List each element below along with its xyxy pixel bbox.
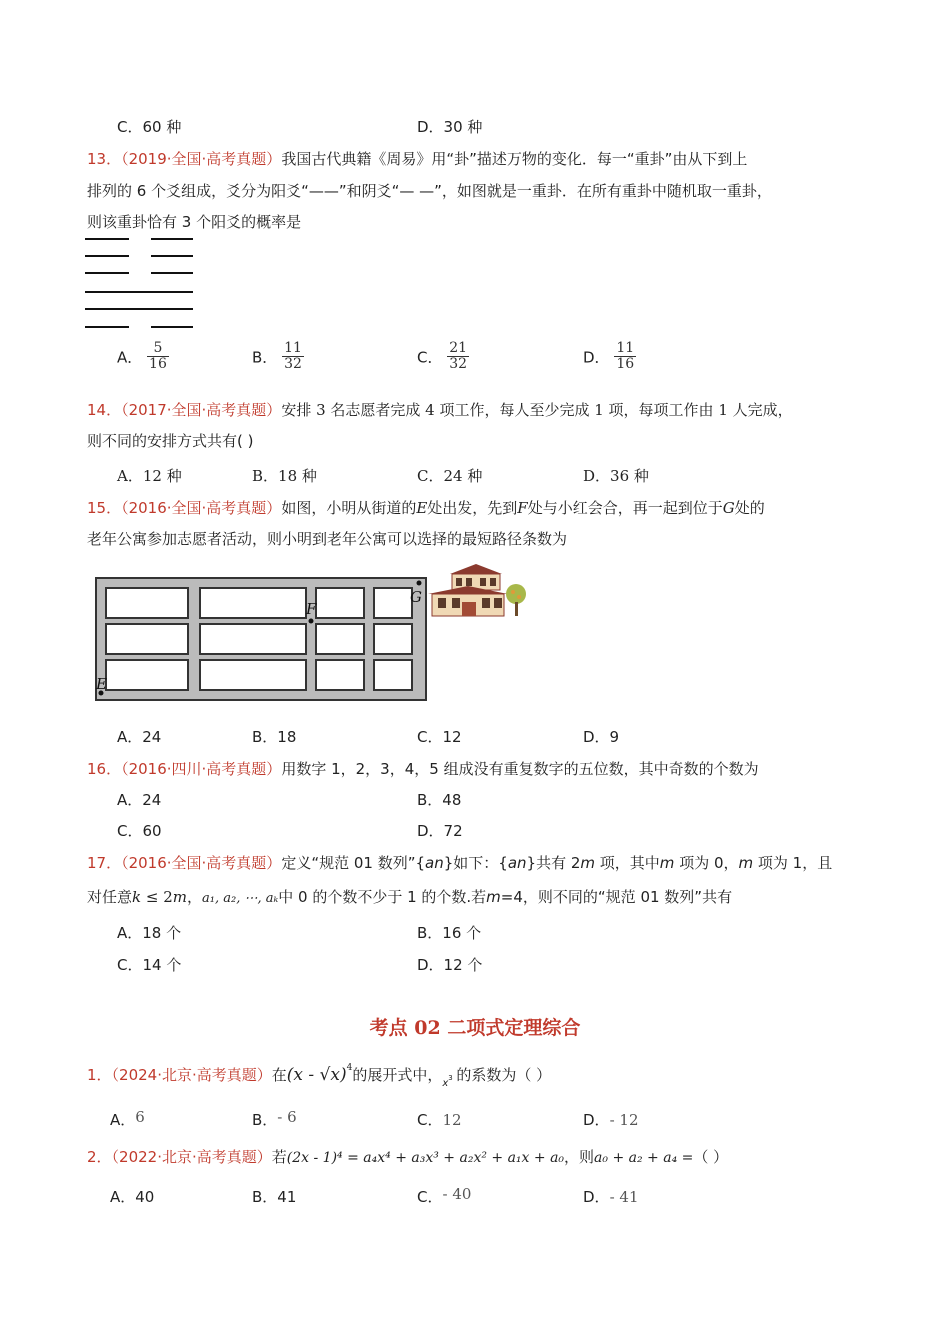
- block: [200, 624, 306, 654]
- q16-option-a[interactable]: A．24: [117, 791, 162, 809]
- q16-option-b[interactable]: B．48: [417, 791, 462, 809]
- label-f: F: [306, 600, 317, 618]
- p2-option-b[interactable]: B．41: [252, 1188, 297, 1206]
- q13-option-c[interactable]: C． $\frac{21}{32}$: [417, 340, 468, 373]
- p1-option-c[interactable]: C．12: [417, 1111, 462, 1129]
- question-16: 16．（2016·四川·高考真题）用数字 1，2，3，4，5 组成没有重复数字的五位数，其中奇数的个数为: [87, 760, 759, 778]
- p2-option-a[interactable]: A．40: [110, 1188, 155, 1206]
- block: [106, 588, 188, 618]
- p1-option-a[interactable]: A．6: [110, 1108, 145, 1129]
- question-15-line2: 老年公寓参加志愿者活动，则小明到老年公寓可以选择的最短路径条数为: [87, 530, 568, 548]
- p2-option-c[interactable]: C．- 40: [417, 1185, 472, 1206]
- block: [316, 660, 364, 690]
- binomial-expression: (x - √x): [286, 1065, 347, 1085]
- problem-1: 1．（2024·北京·高考真题）在(x - √x)$^4$的展开式中，$x^3$ 的系数为（ ）: [87, 1063, 552, 1089]
- q13-option-b[interactable]: B． $\frac{11}{32}$: [252, 340, 302, 373]
- apartment-icon: [428, 564, 526, 616]
- q12-option-c[interactable]: C．60 种: [117, 118, 182, 136]
- hexagram-figure: [85, 232, 197, 332]
- section-title: 考点 02 二项式定理综合: [369, 1017, 581, 1039]
- p2-option-d[interactable]: D．- 41: [583, 1188, 639, 1206]
- q17-option-c[interactable]: C．14 个: [117, 956, 182, 974]
- block: [316, 624, 364, 654]
- q17-option-d[interactable]: D．12 个: [417, 956, 483, 974]
- question-13-line3: 则该重卦恰有 3 个阳爻的概率是: [87, 213, 302, 231]
- p1-option-d[interactable]: D．- 12: [583, 1111, 639, 1129]
- question-13: [87, 148, 747, 169]
- fraction: $\frac{5}{16}$: [149, 340, 167, 373]
- block: [200, 588, 306, 618]
- block: [374, 624, 412, 654]
- q15-option-c[interactable]: C．12: [417, 728, 462, 746]
- question-text: 我国古代典籍《周易》用“卦”描述万物的变化．每一“重卦”由从下到上: [281, 150, 748, 168]
- q17-option-a[interactable]: A．18 个: [117, 924, 182, 942]
- block: [374, 660, 412, 690]
- p1-option-b[interactable]: B．- 6: [252, 1108, 297, 1129]
- fraction: $\frac{11}{16}$: [616, 340, 635, 373]
- question-17: 17．（2016·全国·高考真题）定义“规范 01 数列”{an}如下：{an}共有 2m 项，其中m 项为 0，m 项为 1，且: [87, 854, 833, 872]
- q14-option-c[interactable]: C．24 种: [417, 467, 483, 485]
- q12-option-d[interactable]: D．30 种: [417, 118, 483, 136]
- question-14-line2: 则不同的安排方式共有( ): [87, 432, 254, 450]
- q16-option-c[interactable]: C．60: [117, 822, 162, 840]
- q13-option-d[interactable]: D． $\frac{11}{16}$: [583, 340, 635, 373]
- problem-2: 2．（2022·北京·高考真题）若(2x - 1)⁴ = a₄x⁴ + a₃x³ + a₂x² + a₁x + a₀，则a₀ + a₂ + a₄ =（ ）: [87, 1148, 729, 1166]
- fraction: $\frac{11}{32}$: [284, 340, 302, 373]
- q16-option-d[interactable]: D．72: [417, 822, 463, 840]
- block: [106, 660, 188, 690]
- point-g: [417, 581, 422, 586]
- question-15: 15．（2016·全国·高考真题）如图，小明从街道的E处出发，先到F处与小红会合，再一起到位于G处的: [87, 499, 765, 517]
- q15-option-b[interactable]: B．18: [252, 728, 297, 746]
- q17-option-b[interactable]: B．16 个: [417, 924, 482, 942]
- question-14: 14．（2017·全国·高考真题）安排 3 名志愿者完成 4 项工作，每人至少完成 1 项，每项工作由 1 人完成，: [87, 401, 793, 419]
- block: [200, 660, 306, 690]
- street-map-figure: [94, 560, 534, 706]
- fraction: $\frac{21}{32}$: [449, 340, 468, 373]
- q15-option-a[interactable]: A．24: [117, 728, 162, 746]
- label-g: G: [410, 588, 422, 606]
- polynomial-equation: (2x - 1)⁴ = a₄x⁴ + a₃x³ + a₂x² + a₁x + a₀: [286, 1150, 565, 1166]
- block: [374, 588, 412, 618]
- block: [106, 624, 188, 654]
- q14-option-d[interactable]: D．36 种: [583, 467, 649, 485]
- question-number: 13．: [87, 150, 122, 168]
- label-e: E: [96, 675, 107, 693]
- q14-option-a[interactable]: A．12 种: [117, 467, 182, 485]
- q14-option-b[interactable]: B．18 种: [252, 467, 317, 485]
- question-17-line2: 对任意k ≤ 2m，a₁, a₂, ⋯, aₖ中 0 的个数不少于 1 的个数.若m=4，则不同的“规范 01 数列”共有: [87, 888, 733, 906]
- question-13-line2: 排列的 6 个爻组成，爻分为阳爻“——”和阴爻“— —”，如图就是一重卦．在所有重卦中随机取一重卦，: [87, 182, 772, 200]
- q15-option-d[interactable]: D．9: [583, 728, 620, 746]
- question-source: （2019·全国·高考真题）: [121, 150, 282, 168]
- point-f: [309, 619, 314, 624]
- q13-option-a[interactable]: A． $\frac{5}{16}$: [117, 340, 167, 373]
- block: [316, 588, 364, 618]
